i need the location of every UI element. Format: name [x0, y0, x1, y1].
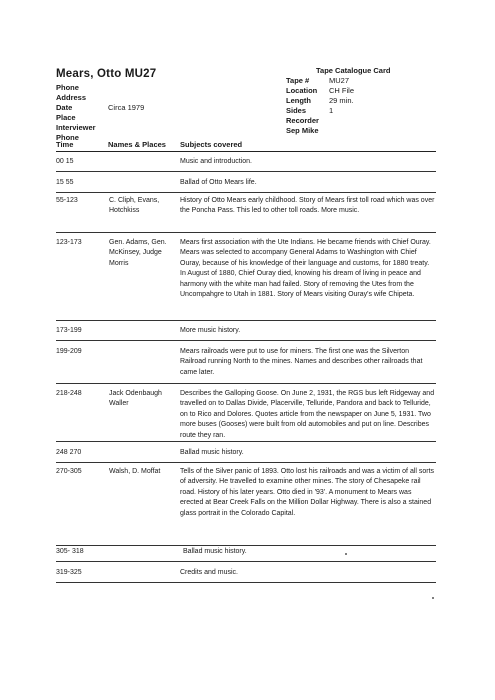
row-divider	[56, 545, 436, 546]
entry-subject: History of Otto Mears early childhood. Story of Mears first toll road which was over the Poncha Pass. This led to other toll roads. More music.	[180, 197, 435, 215]
tape-number-value: MU27	[329, 76, 350, 85]
scan-speck	[432, 597, 434, 599]
phone-label: Phone	[56, 83, 79, 92]
date-value: Circa 1979	[108, 103, 145, 112]
interviewer-label: Interviewer	[56, 123, 96, 132]
row-divider	[56, 232, 436, 233]
entry-subject: Mears railroads were put to use for miners. The first one was the Silverton Railroad running North to the mines. Names and describes other railroads that came later.	[180, 348, 423, 376]
row-divider	[56, 462, 436, 463]
row-divider	[56, 441, 436, 442]
entry-subject: Tells of the Silver panic of 1893. Otto lost his railroads and was a victim of all sorts of adversity. He travelled to examine other mines. The story of Chesapeke rail road. History of his later years. Otto died in '93'. A monument to Mears was erected at Bear Creek Falls on the Million Dollar Highway. There is also a stained glass portrait in the Colorado Capital.	[180, 468, 435, 517]
entry-subject: More music history.	[180, 327, 241, 334]
row-divider	[56, 340, 436, 341]
row-divider	[56, 383, 436, 384]
scan-speck	[345, 553, 347, 555]
length-value: 29 min.	[329, 96, 354, 105]
place-label: Place	[56, 113, 76, 122]
entry-time: 00 15	[56, 158, 74, 165]
right-field-values	[329, 76, 389, 116]
entry-time: 173-199	[56, 327, 82, 334]
entry-subject: Describes the Galloping Goose. On June 2, 1931, the RGS bus left Ridgeway and travelled on to Dallas Divide, Placerville, Telluride, Pandora and back to Telluride, on to Rico and Dolores. Quotes article from the newspaper on June 5, 1931. Two more buses (Gooses) were built from old automobiles and put on line. Describes route they ran.	[180, 390, 435, 439]
sides-value: 1	[329, 106, 334, 115]
row-divider	[56, 320, 436, 321]
left-field-labels	[56, 83, 116, 143]
entry-subject: Music and introduction.	[180, 158, 252, 165]
recorder-label: Recorder	[286, 116, 319, 125]
entry-subject: Credits and music.	[180, 569, 238, 576]
address-label: Address	[56, 93, 87, 102]
entry-time: 123-173	[56, 239, 82, 246]
card-type-label: Tape Catalogue Card	[316, 66, 391, 75]
entry-names: C. Cliph, Evans, Hotchkiss	[109, 197, 160, 215]
sides-label: Sides	[286, 106, 307, 115]
entry-time: 305- 318	[56, 548, 84, 555]
header-rule	[56, 151, 436, 152]
entry-time: 55-123	[56, 197, 78, 204]
entry-time: 199-209	[56, 348, 82, 355]
entry-time: 270-305	[56, 468, 82, 475]
phone2-label: Phone	[56, 133, 79, 142]
row-divider	[56, 192, 436, 193]
entry-subject: Ballad music history.	[183, 548, 247, 555]
tape-number-label: Tape #	[286, 76, 310, 85]
row-divider	[56, 171, 436, 172]
card-title: Mears, Otto MU27	[56, 68, 157, 80]
entry-time: 218-248	[56, 390, 82, 397]
location-value: CH File	[329, 86, 355, 95]
entry-names: Gen. Adams, Gen. McKinsey, Judge Morris	[109, 239, 167, 267]
length-label: Length	[286, 96, 311, 105]
row-divider	[56, 582, 436, 583]
entry-subject: Mears first association with the Ute Indians. He became friends with Chief Ouray. Mears was selected to accompany General Adams to Washington with Chief Ouray, because of his knowledge of their language and customs, for 1880 treaty. In August of 1880, Chief Ouray died, knowing his dream of living in peace and harmony with the white man had failed. Story of removing the Utes from the Uncompahgre to Utah in 1881. Story of Mears visiting Ouray's wife Chipeta.	[180, 239, 431, 299]
entry-time: 248 270	[56, 449, 82, 456]
row-divider	[56, 561, 436, 562]
subjects-column-header: Subjects covered	[180, 140, 243, 149]
names-column-header: Names & Places	[108, 140, 166, 149]
entry-time: 319-325	[56, 569, 82, 576]
location-label: Location	[286, 86, 318, 95]
entry-subject: Ballad music history.	[180, 449, 244, 456]
sep-mike-label: Sep Mike	[286, 126, 319, 135]
entry-subject: Ballad of Otto Mears life.	[180, 179, 257, 186]
date-label: Date	[56, 103, 73, 112]
entry-names: Jack Odenbaugh Waller	[109, 390, 162, 408]
time-column-header: Time	[56, 140, 74, 149]
entry-time: 15 55	[56, 179, 74, 186]
entry-names: Walsh, D. Moffat	[109, 468, 161, 475]
